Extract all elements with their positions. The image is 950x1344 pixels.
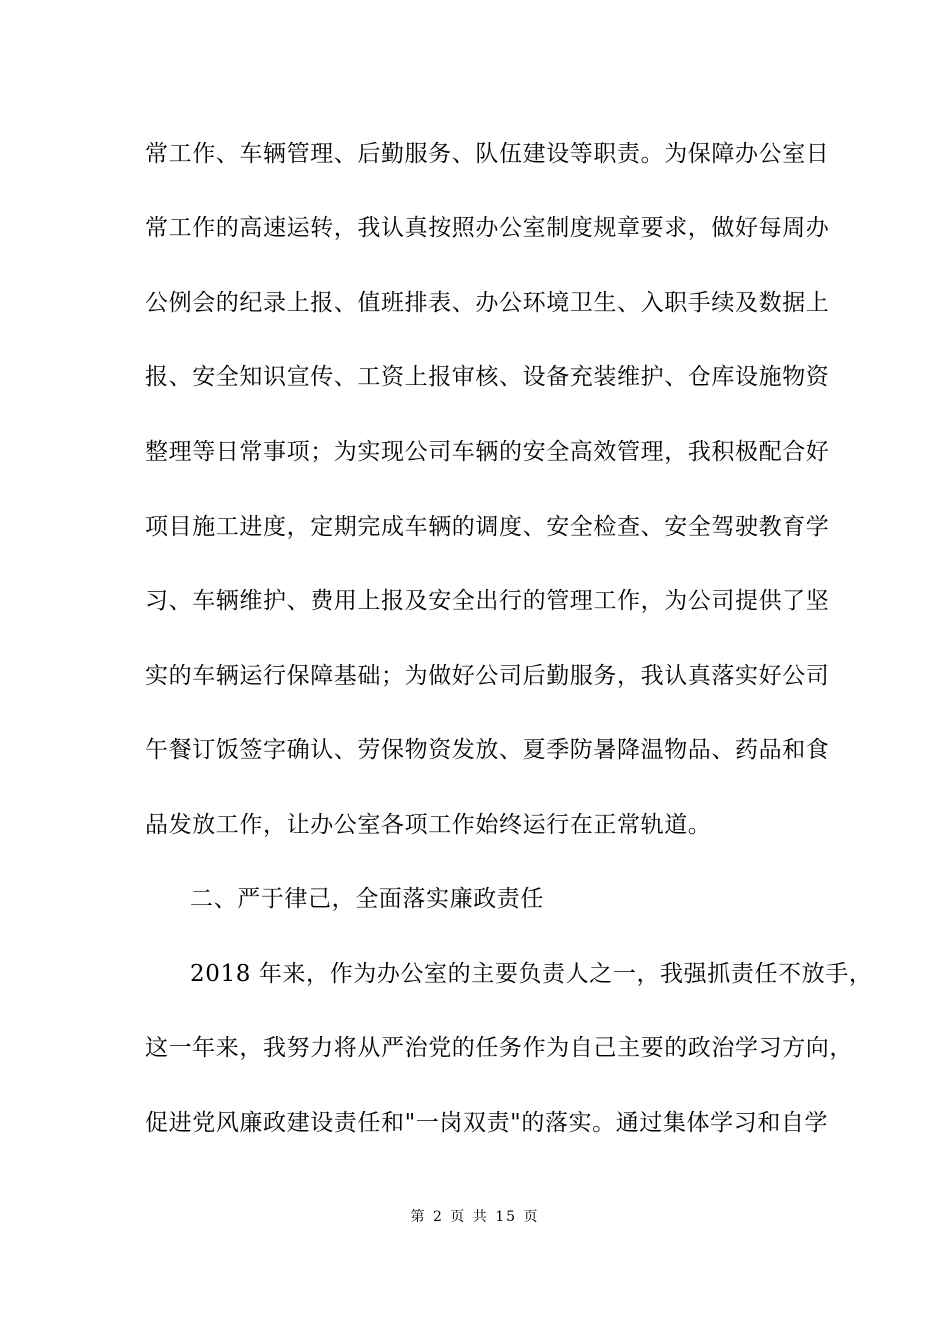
- body-line-8: 实的车辆运行保障基础；为做好公司后勤服务，我认真落实好公司: [145, 663, 830, 689]
- body-line-5: 整理等日常事项；为实现公司车辆的安全高效管理，我积极配合好: [145, 439, 830, 465]
- body-line-7: 习、车辆维护、费用上报及安全出行的管理工作，为公司提供了坚: [145, 588, 830, 614]
- body-line-9: 午餐订饭签字确认、劳保物资发放、夏季防暑降温物品、药品和食: [145, 737, 830, 763]
- body-line-3: 公例会的纪录上报、值班排表、办公环境卫生、入职手续及数据上: [145, 290, 830, 316]
- body-line-14: 促进党风廉政建设责任和"一岗双责"的落实。通过集体学习和自学: [145, 1110, 829, 1136]
- section-heading: 二、严于律己，全面落实廉政责任: [190, 886, 544, 912]
- body-line-4: 报、安全知识宣传、工资上报审核、设备充装维护、仓库设施物资: [145, 364, 830, 390]
- body-line-12: 2018 年来，作为办公室的主要负责人之一，我强抓责任不放手，: [190, 961, 873, 987]
- body-line-10: 品发放工作，让办公室各项工作始终运行在正常轨道。: [145, 812, 712, 838]
- page-number-footer: 第 2 页 共 15 页: [410, 1209, 540, 1225]
- body-line-6: 项目施工进度，定期完成车辆的调度、安全检查、安全驾驶教育学: [145, 514, 830, 540]
- body-line-2: 常工作的高速运转，我认真按照办公室制度规章要求，做好每周办: [145, 215, 830, 241]
- body-line-1: 常工作、车辆管理、后勤服务、队伍建设等职责。为保障办公室日: [145, 141, 830, 167]
- body-line-13: 这一年来，我努力将从严治党的任务作为自己主要的政治学习方向，: [145, 1035, 853, 1061]
